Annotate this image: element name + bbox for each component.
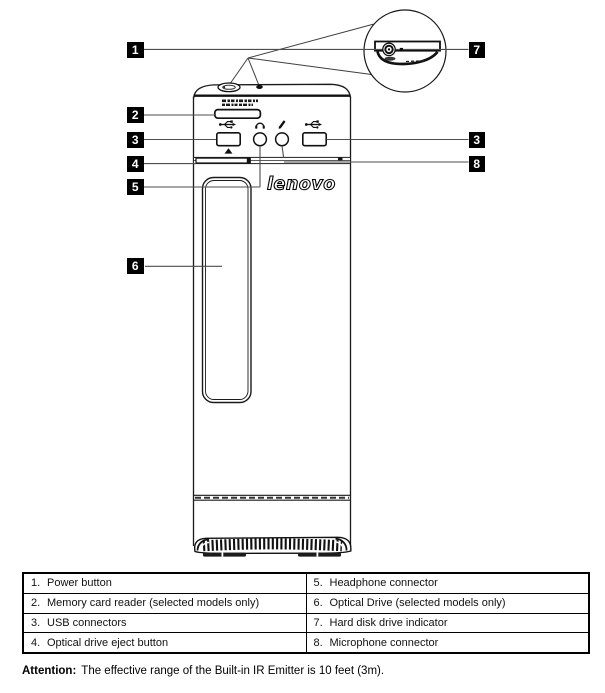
legend-row-2	[23, 593, 589, 613]
item-number: 1.	[31, 577, 41, 590]
callout-4: 4	[127, 156, 144, 172]
legend-table	[22, 572, 590, 654]
legend-cell	[23, 573, 306, 593]
item-number: 4.	[31, 636, 41, 649]
callout-1: 1	[127, 42, 144, 58]
eject-triangle-icon	[225, 148, 233, 153]
lip-shadow	[385, 57, 396, 61]
usb-icon-right	[305, 120, 322, 128]
item-label: Hard disk drive indicator	[329, 616, 448, 629]
legend-cell	[306, 573, 589, 593]
item-number: 5.	[313, 577, 323, 590]
item-number: 3.	[31, 616, 41, 629]
legend-row-1	[23, 573, 589, 593]
item-label: Memory card reader (selected models only)	[47, 597, 260, 610]
item-number: 6.	[313, 597, 323, 610]
item-number: 7.	[313, 616, 323, 629]
legend-cell	[23, 593, 306, 613]
attention-note	[22, 665, 384, 677]
legend-cell	[306, 633, 589, 653]
item-label: Optical Drive (selected models only)	[329, 597, 506, 610]
optical-eject-strip	[196, 158, 250, 163]
callout-5: 5	[127, 179, 144, 195]
callout-3-left: 3	[127, 132, 144, 148]
connector-lower	[248, 58, 372, 75]
card-reader-slot	[215, 110, 261, 119]
tower-body	[194, 84, 351, 546]
callout-3-right: 3	[469, 132, 486, 148]
callout-8: 8	[469, 156, 486, 172]
lower-panel-seam	[194, 495, 351, 500]
pointer-power-button	[230, 58, 249, 85]
optical-drive-door	[203, 178, 252, 403]
item-number: 2.	[31, 597, 41, 610]
legend-cell	[306, 593, 589, 613]
item-number: 8.	[313, 636, 323, 649]
optical-drive-slot	[194, 157, 351, 163]
legend-row-3	[23, 613, 589, 633]
microphone-icon	[279, 122, 284, 129]
bottom-vent-grille	[195, 537, 351, 553]
legend-row-4	[23, 633, 589, 653]
magnified-power-button	[383, 43, 395, 55]
pointer-hdd-indicator	[248, 58, 259, 86]
magnifier-circle	[364, 10, 446, 92]
item-label: USB connectors	[47, 616, 127, 629]
magnified-hdd-indicator	[400, 48, 403, 51]
microphone-connector	[276, 133, 289, 146]
memory-card-reader	[215, 101, 261, 118]
attention-text: The effective range of the Built-in IR Emitter is 10 feet (3m).	[81, 665, 385, 677]
microphone-dropline	[282, 146, 284, 157]
legend-cell	[23, 613, 306, 633]
magnifier-connector-lines	[230, 24, 375, 86]
top-power-button	[218, 83, 240, 92]
callout-2: 2	[127, 107, 144, 123]
connector-upper	[248, 24, 374, 58]
attention-title: Attention:	[22, 665, 77, 677]
foot-left	[203, 553, 246, 557]
top-hdd-indicator-hole	[256, 85, 263, 89]
lenovo-logo: lenovo	[267, 174, 336, 195]
headphone-icon	[255, 123, 265, 129]
item-label: Optical drive eject button	[47, 636, 169, 649]
usb-icon-left	[219, 120, 236, 128]
legend-cell	[306, 613, 589, 633]
legend-cell	[23, 633, 306, 653]
item-label: Power button	[47, 577, 112, 590]
item-label: Microphone connector	[329, 636, 439, 649]
usb-port-right	[303, 133, 326, 146]
headphone-connector	[254, 133, 267, 146]
foot-right	[298, 553, 341, 557]
callout-7: 7	[469, 42, 486, 58]
callout-6: 6	[127, 258, 144, 274]
item-label: Headphone connector	[329, 577, 438, 590]
usb-port-left	[217, 133, 240, 146]
